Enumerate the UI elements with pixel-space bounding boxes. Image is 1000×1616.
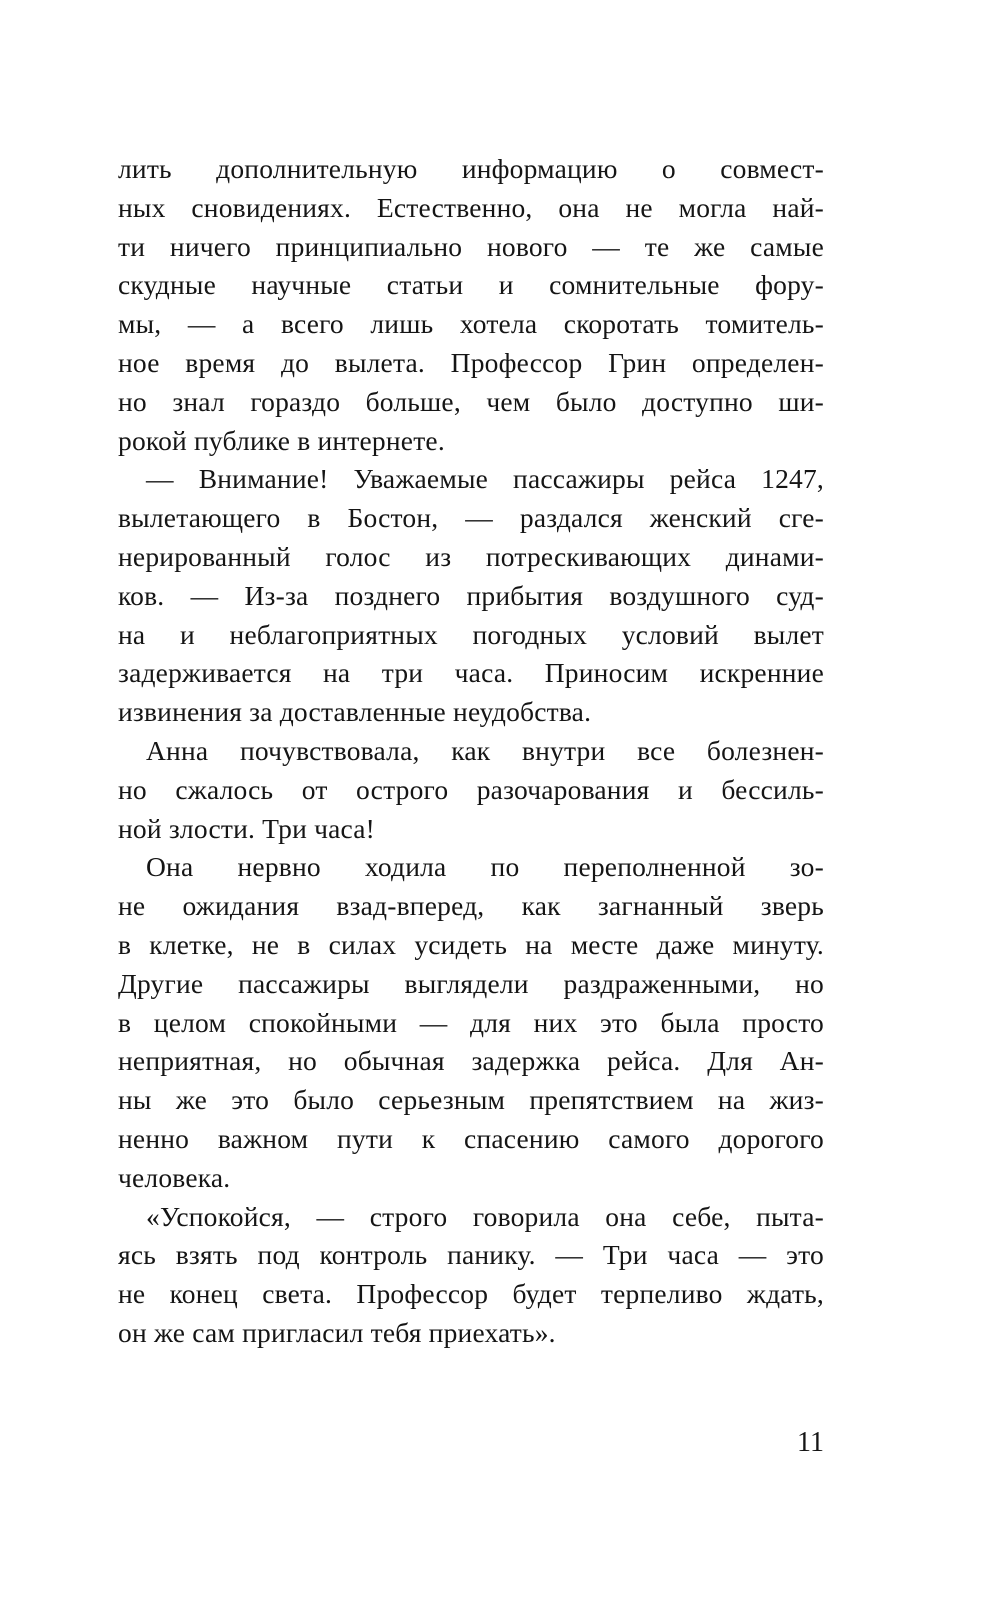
text-line: в клетке, не в силах усидеть на месте даже минуту. (118, 928, 824, 960)
text-line: не конец света. Профессор будет терпеливо ждать, (118, 1278, 824, 1310)
text-block (118, 150, 824, 1353)
text-line: лить дополнительную информацию о совмест- (118, 153, 824, 184)
text-line: мы, — а всего лишь хотела скоротать томитель- (118, 308, 824, 340)
text-line: не ожидания взад-вперед, как загнанный зверь (118, 890, 824, 922)
text-line: ных сновидениях. Естественно, она не могла най- (118, 191, 824, 223)
text-line: ти ничего принципиально нового — те же самые (118, 230, 824, 262)
text-line: нерированный голос из потрескивающих динами- (118, 540, 824, 572)
text-line: он же сам пригласил тебя приехать». (118, 1316, 556, 1348)
text-line: «Успокойся, — строго говорила она себе, пыта- (146, 1200, 824, 1232)
text-line: ненно важном пути к спасению самого дорогого (118, 1122, 824, 1154)
text-line: Анна почувствовала, как внутри все болезнен- (146, 734, 824, 766)
text-line: вылетающего в Бостон, — раздался женский сге- (118, 502, 824, 534)
text-line: извинения за доставленные неудобства. (118, 696, 592, 728)
text-line: ясь взять под контроль панику. — Три часа — это (118, 1239, 824, 1271)
text-line: ны же это было серьезным препятствием на жиз- (118, 1084, 824, 1116)
text-line: человека. (118, 1161, 231, 1193)
text-line: Другие пассажиры выглядели раздраженными, но (118, 967, 824, 999)
text-line: но сжалось от острого разочарования и бессиль- (118, 773, 824, 805)
text-line: — Внимание! Уважаемые пассажиры рейса 1247, (146, 463, 824, 495)
text-line: ной злости. Три часа! (118, 812, 376, 844)
text-line: ков. — Из-за позднего прибытия воздушного суд- (118, 579, 824, 611)
text-line: Она нервно ходила по переполненной зо- (146, 851, 824, 883)
text-line: но знал гораздо больше, чем было доступно ши- (118, 385, 824, 417)
text-line: рокой публике в интернете. (118, 424, 445, 456)
text-line: скудные научные статьи и сомнительные фору- (118, 269, 824, 301)
text-line: ное время до вылета. Профессор Грин определен- (118, 346, 824, 378)
text-line: задерживается на три часа. Приносим искренние (118, 657, 824, 689)
page-number: 11 (797, 1427, 824, 1458)
text-line: неприятная, но обычная задержка рейса. Для Ан- (118, 1045, 824, 1077)
text-line: на и неблагоприятных погодных условий вылет (118, 618, 824, 650)
text-line: в целом спокойными — для них это была просто (118, 1006, 824, 1038)
